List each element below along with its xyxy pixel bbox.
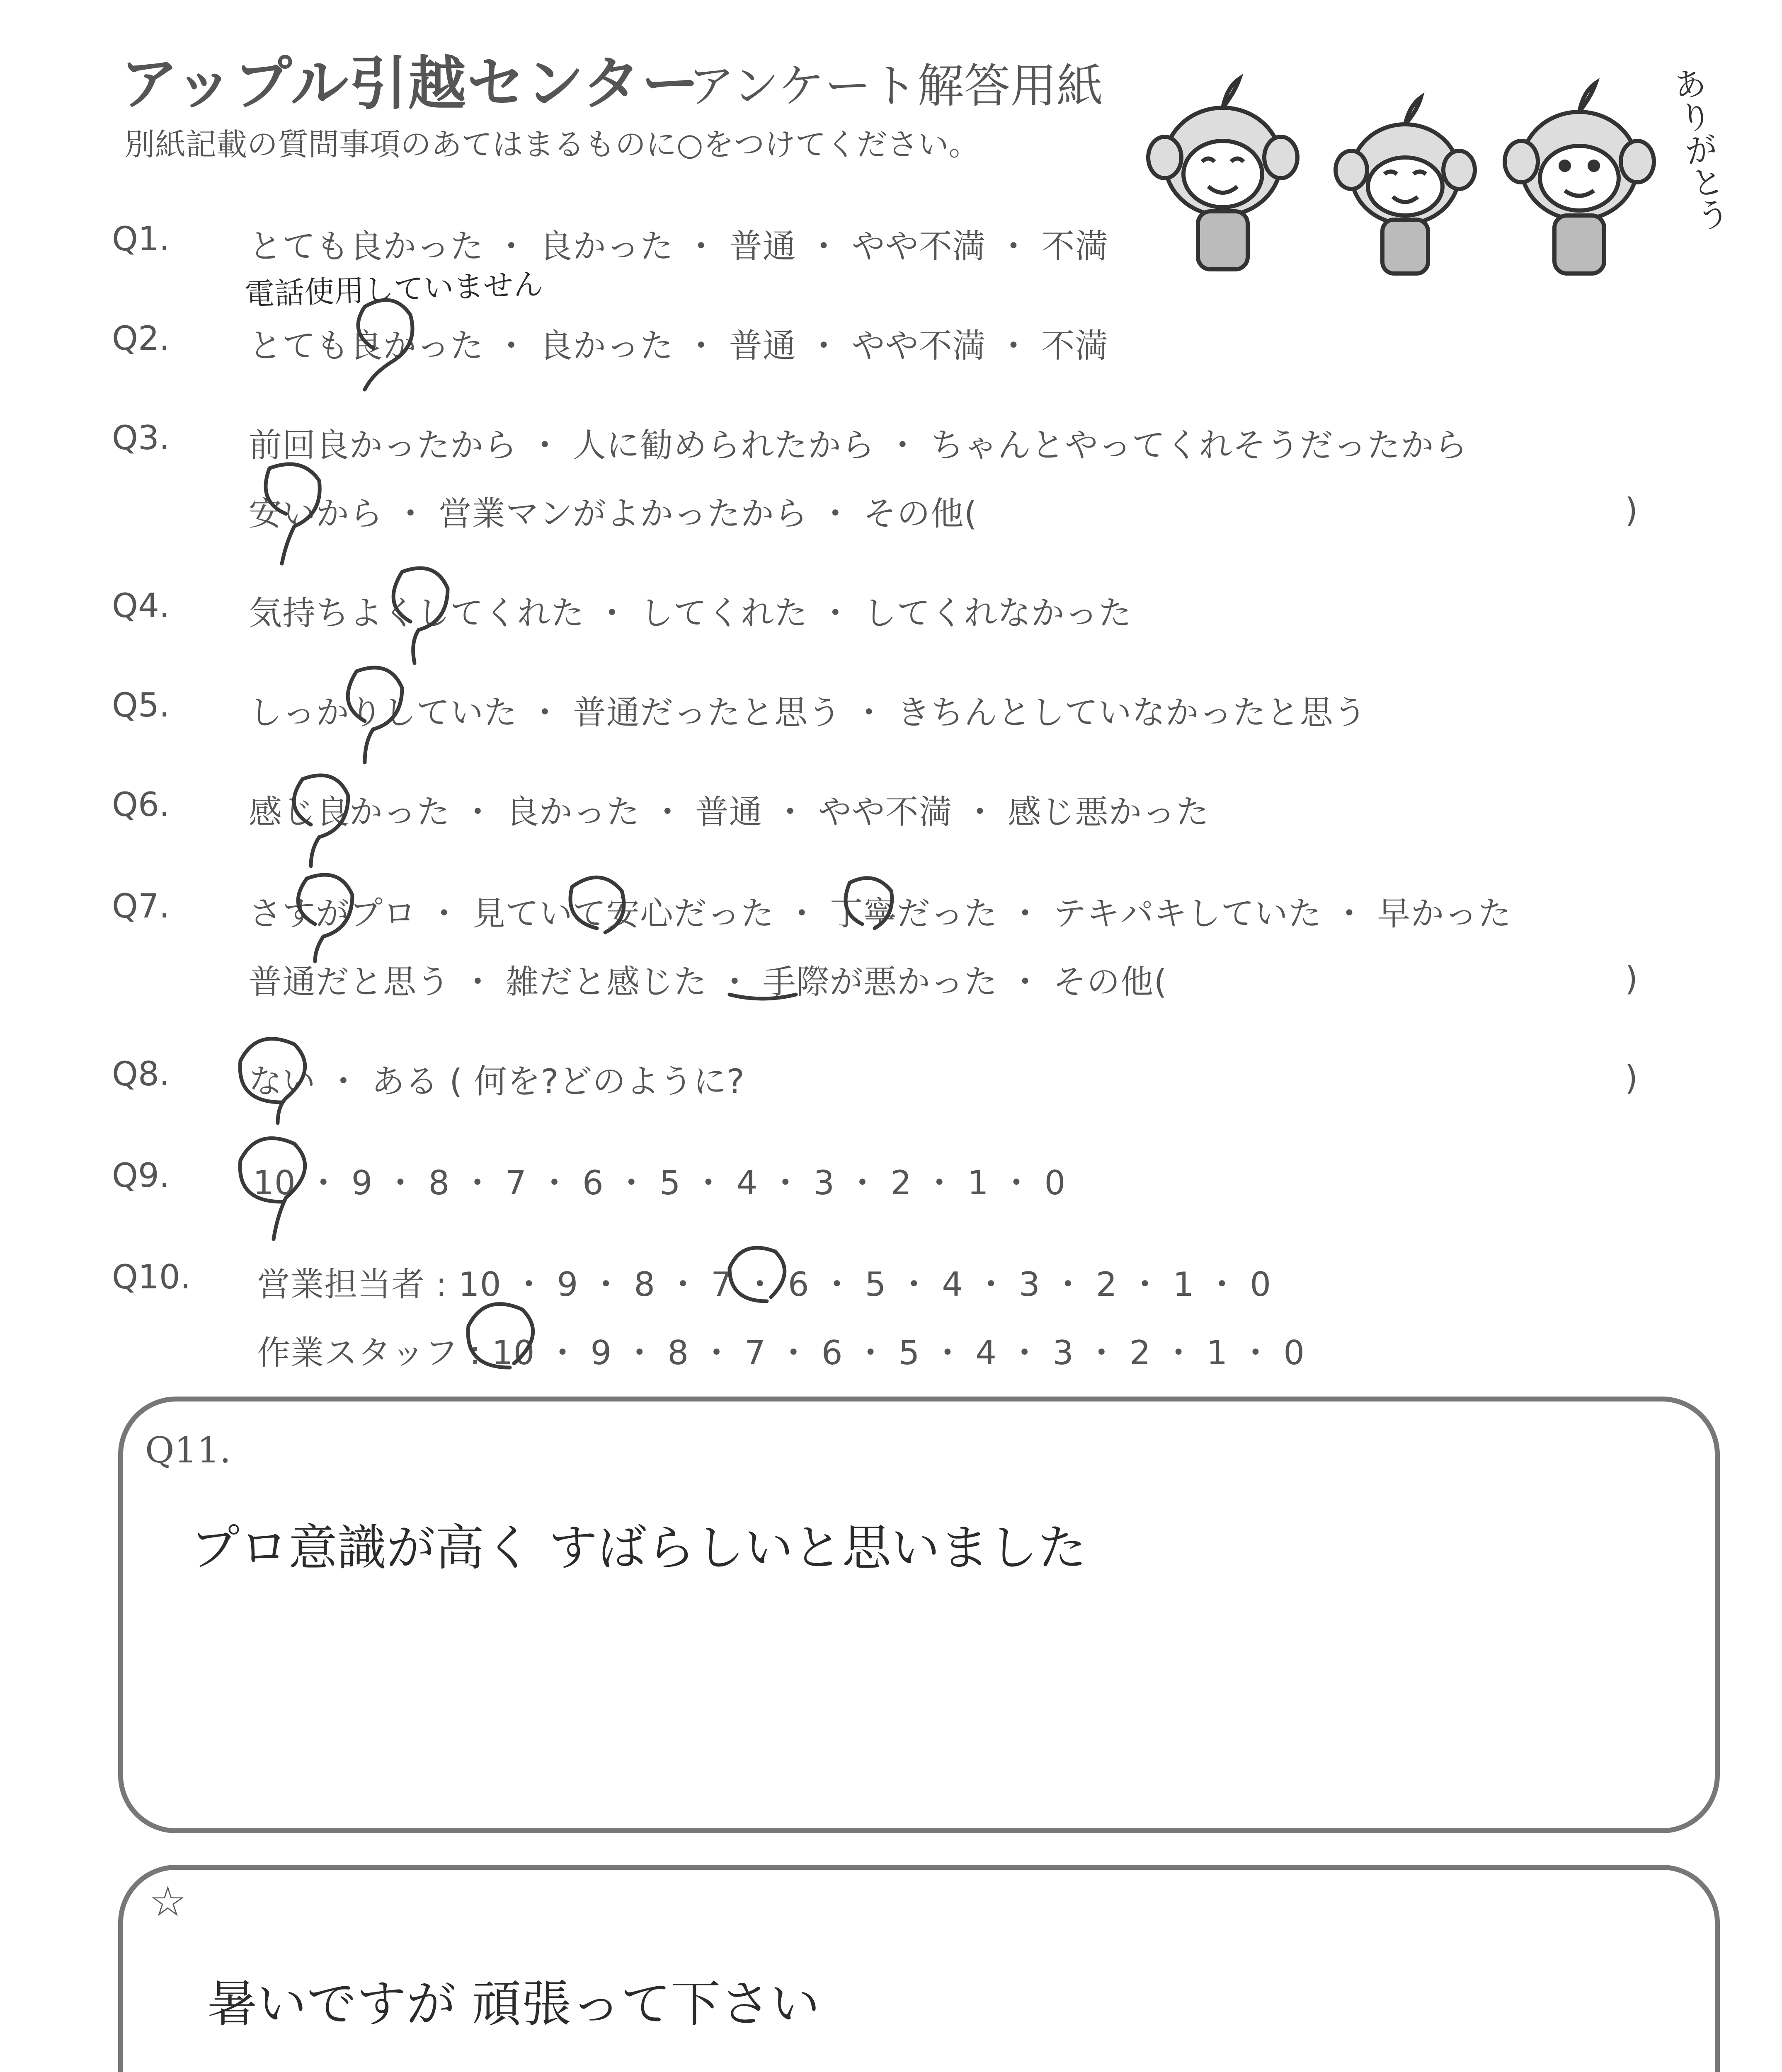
question-options: 感じ良かった ・ 良かった ・ 普通 ・ やや不満 ・ 感じ悪かった (249, 793, 1210, 831)
question-number: Q5. (112, 686, 170, 724)
star-handwritten-line-1: 暑いですが 頑張って下さい (207, 1975, 820, 2033)
form-instruction: 別紙記載の質問事項のあてはまるものに○をつけてください。 (124, 127, 979, 162)
question-number: Q7. (112, 887, 170, 925)
q11-comment-box (118, 1397, 1720, 1833)
mascot-caption: ありがとう (1665, 64, 1732, 235)
question-options: ない ・ ある ( 何を?どのように? (249, 1062, 745, 1101)
question-options: しっかりしていた ・ 普通だったと思う ・ きちんとしていなかったと思う (249, 693, 1367, 732)
question-options: とても良かった ・ 良かった ・ 普通 ・ やや不満 ・ 不満 (249, 327, 1109, 365)
paren-close: ) (1625, 1059, 1638, 1097)
question-number: Q2. (112, 319, 170, 358)
q11-handwritten-comment: プロ意識が高く すばらしいと思いました (191, 1519, 1087, 1576)
question-number: Q9. (112, 1156, 170, 1195)
question-options: 普通だと思う ・ 雑だと感じた ・ 手際が悪かった ・ その他( (249, 963, 1167, 1001)
form-subtitle: アンケート解答用紙 (688, 59, 1103, 113)
star-label: ☆ (149, 1877, 187, 1926)
question-number: Q6. (112, 785, 170, 824)
question-options: 前回良かったから ・ 人に勧められたから ・ ちゃんとやってくれそうだったから (249, 426, 1468, 465)
question-options: さすがプロ ・ 見ていて安心だった ・ 丁寧だった ・ テキパキしていた ・ 早かった (249, 894, 1512, 933)
question-number: Q8. (112, 1055, 170, 1093)
question-options: 営業担当者 : 10 ・ 9 ・ 8 ・ 7 ・ 6 ・ 5 ・ 4 ・ 3 ・ 2 ・ 1 ・ 0 (257, 1265, 1272, 1304)
question-options: 作業スタッフ : 10 ・ 9 ・ 8 ・ 7 ・ 6 ・ 5 ・ 4 ・ 3 ・ 2 ・ 1 ・ 0 (257, 1334, 1305, 1372)
q11-label: Q11. (145, 1430, 231, 1471)
form-title: アップル引越センター (120, 50, 701, 118)
question-options: 安いから ・ 営業マンがよかったから ・ その他( (249, 494, 977, 533)
paren-close: ) (1625, 491, 1638, 530)
question-number: Q4. (112, 586, 170, 625)
question-options: 10 ・ 9 ・ 8 ・ 7 ・ 6 ・ 5 ・ 4 ・ 3 ・ 2 ・ 1 ・ 0 (253, 1164, 1066, 1202)
question-number: Q10. (112, 1258, 191, 1296)
paren-close: ) (1625, 959, 1638, 998)
question-number: Q1. (112, 220, 170, 258)
handwritten-note: 電話使用していません (244, 266, 544, 312)
question-number: Q3. (112, 419, 170, 457)
question-options: とても良かった ・ 良かった ・ 普通 ・ やや不満 ・ 不満 (249, 227, 1109, 266)
question-options: 気持ちよくしてくれた ・ してくれた ・ してくれなかった (249, 594, 1132, 632)
